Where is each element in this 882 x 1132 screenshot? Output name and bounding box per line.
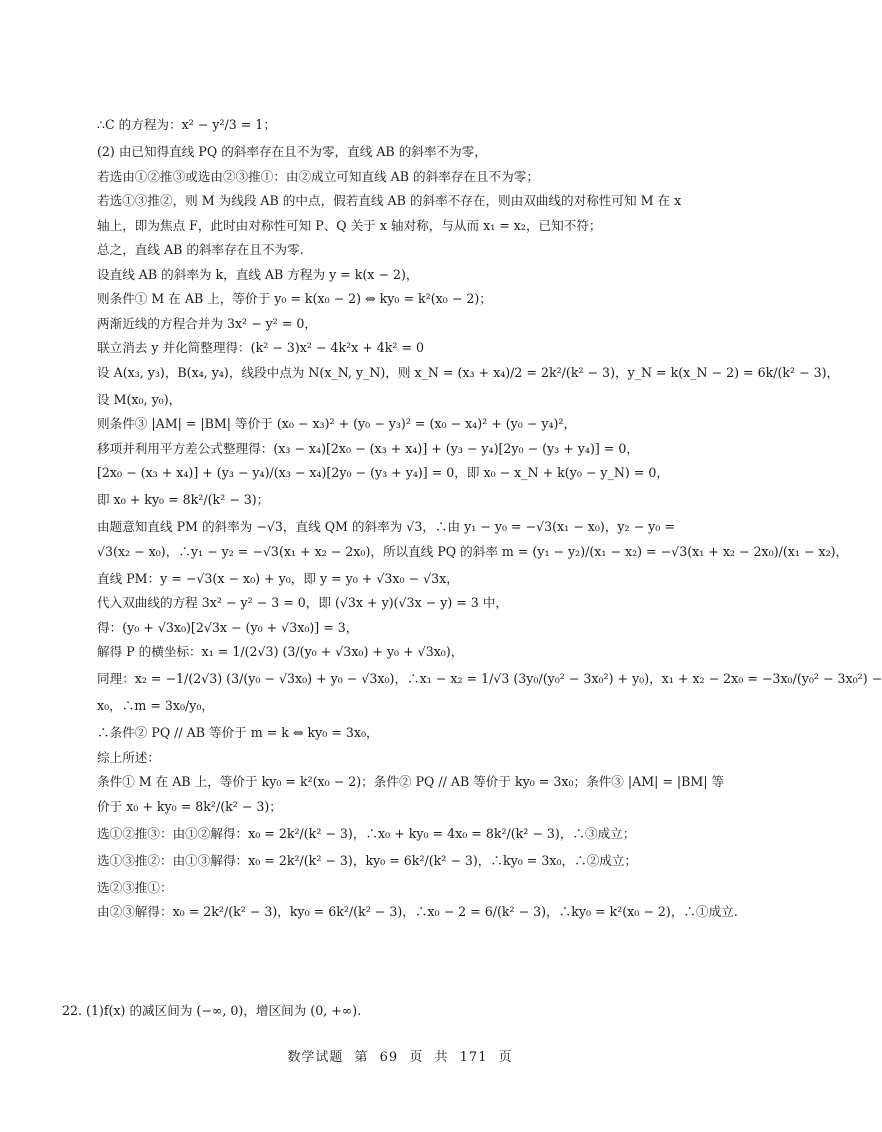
footer-total-unit: 页: [498, 1050, 513, 1065]
solution-line: 总之，直线 AB 的斜率存在且不为零.: [97, 242, 304, 257]
solution-line: ∴C 的方程为：x² − y²/3 = 1；: [97, 117, 276, 132]
solution-line: 选①③推②：由①③解得：x₀ = 2k²/(k² − 3)，ky₀ = 6k²/(k² − 3)，∴ky₀ = 3x₀，∴②成立；: [97, 852, 638, 868]
solution-line: 代入双曲线的方程 3x² − y² − 3 = 0，即 (√3x + y)(√3x − y) = 3 中，: [97, 595, 509, 610]
solution-line: 得：(y₀ + √3x₀)[2√3x − (y₀ + √3x₀)] = 3，: [97, 619, 359, 635]
solution-line: 综上所述：: [97, 749, 160, 765]
solution-line: 价于 x₀ + ky₀ = 8k²/(k² − 3)；: [97, 798, 282, 814]
solution-line: 设直线 AB 的斜率为 k，直线 AB 方程为 y = k(x − 2)，: [97, 266, 419, 282]
solution-line: 若选①③推②，则 M 为线段 AB 的中点，假若直线 AB 的斜率不存在，则由双曲线的对称性可知 M 在 x: [97, 193, 682, 208]
solution-line: 由题意知直线 PM 的斜率为 −√3，直线 QM 的斜率为 √3，∴由 y₁ − y₀ = −√3(x₁ − x₀)，y₂ − y₀ =: [97, 519, 675, 534]
footer-page-unit: 页: [409, 1050, 424, 1065]
footer-total-prefix: 共: [434, 1050, 449, 1065]
solution-line: 解得 P 的横坐标：x₁ = 1/(2√3) (3/(y₀ + √3x₀) + y₀ + √3x₀)，: [97, 644, 464, 659]
footer-page-number: 69: [379, 1050, 399, 1065]
solution-line: 选①②推③：由①②解得：x₀ = 2k²/(k² − 3)，∴x₀ + ky₀ = 4x₀ = 8k²/(k² − 3)，∴③成立；: [97, 825, 636, 841]
solution-line: 由②③解得：x₀ = 2k²/(k² − 3)，ky₀ = 6k²/(k² − 3)，∴x₀ − 2 = 6/(k² − 3)，∴ky₀ = k²(x₀ − 2)，∴①成立.: [97, 904, 738, 919]
page-footer: [0, 1046, 800, 1065]
solution-line: ∴条件② PQ // AB 等价于 m = k ⇔ ky₀ = 3x₀，: [97, 725, 379, 740]
solution-line: 选②③推①：: [97, 879, 173, 895]
solution-line: [2x₀ − (x₃ + x₄)] + (y₃ − y₄)/(x₃ − x₄)[2y₀ − (y₃ + y₄)] = 0，即 x₀ − x_N + k(y₀ − y_N) = 0，: [97, 465, 669, 480]
solution-line: 联立消去 y 并化简整理得：(k² − 3)x² − 4k²x + 4k² = 0: [97, 340, 425, 355]
solution-line: 直线 PM：y = −√3(x − x₀) + y₀，即 y = y₀ + √3x₀ − √3x，: [97, 570, 459, 586]
solution-line: 则条件① M 在 AB 上，等价于 y₀ = k(x₀ − 2) ⇔ ky₀ = k²(x₀ − 2)；: [97, 291, 492, 306]
solution-line: 同理：x₂ = −1/(2√3) (3/(y₀ − √3x₀) + y₀ − √3x₀)，∴x₁ − x₂ = 1/√3 (3y₀/(y₀² − 3x₀²) + y₀)，x₁ + x₂ − 2x₀ = −3x₀/(y₀² − 3x₀²) −: [97, 671, 882, 686]
solution-line: 若选由①②推③或选由②③推①：由②成立可知直线 AB 的斜率存在且不为零；: [97, 168, 539, 184]
solution-line: 两渐近线的方程合并为 3x² − y² = 0，: [97, 315, 317, 331]
solution-body: [97, 116, 882, 928]
solution-line: x₀，∴m = 3x₀/y₀，: [97, 698, 215, 713]
solution-line: 设 M(x₀, y₀)，: [97, 391, 182, 407]
footer-page-prefix: 第: [354, 1050, 369, 1065]
solution-line: (2) 由已知得直线 PQ 的斜率存在且不为零，直线 AB 的斜率不为零，: [97, 144, 487, 159]
solution-line: 条件① M 在 AB 上，等价于 ky₀ = k²(x₀ − 2)；条件② PQ // AB 等价于 ky₀ = 3x₀；条件③ |AM| = |BM| 等: [97, 774, 725, 789]
solution-line: 则条件③ |AM| = |BM| 等价于 (x₀ − x₃)² + (y₀ − y₃)² = (x₀ − x₄)² + (y₀ − y₄)²，: [97, 416, 577, 431]
footer-subject: 数学试题: [287, 1050, 344, 1065]
solution-line: 设 A(x₃, y₃)，B(x₄, y₄)，线段中点为 N(x_N, y_N)，则 x_N = (x₃ + x₄)/2 = 2k²/(k² − 3)，y_N = k(x_N − 2) = 6k/(k² − 3)，: [97, 364, 840, 380]
solution-line: 移项并利用平方差公式整理得：(x₃ − x₄)[2x₀ − (x₃ + x₄)] + (y₃ − y₄)[2y₀ − (y₃ + y₄)] = 0，: [97, 440, 639, 456]
solution-line: 轴上，即为焦点 F，此时由对称性可知 P、Q 关于 x 轴对称，与从而 x₁ = x₂，已知不符；: [97, 217, 602, 233]
problem-22-heading: 22. (1)f(x) 的减区间为 (−∞, 0)，增区间为 (0, +∞).: [62, 1003, 362, 1018]
solution-line: √3(x₂ − x₀)，∴y₁ − y₂ = −√3(x₁ + x₂ − 2x₀)，所以直线 PQ 的斜率 m = (y₁ − y₂)/(x₁ − x₂) = −√3(x₁ + x₂ − 2x₀)/(x₁ − x₂)，: [97, 543, 849, 559]
solution-line: 即 x₀ + ky₀ = 8k²/(k² − 3)；: [97, 492, 270, 507]
footer-total-pages: 171: [459, 1050, 488, 1065]
